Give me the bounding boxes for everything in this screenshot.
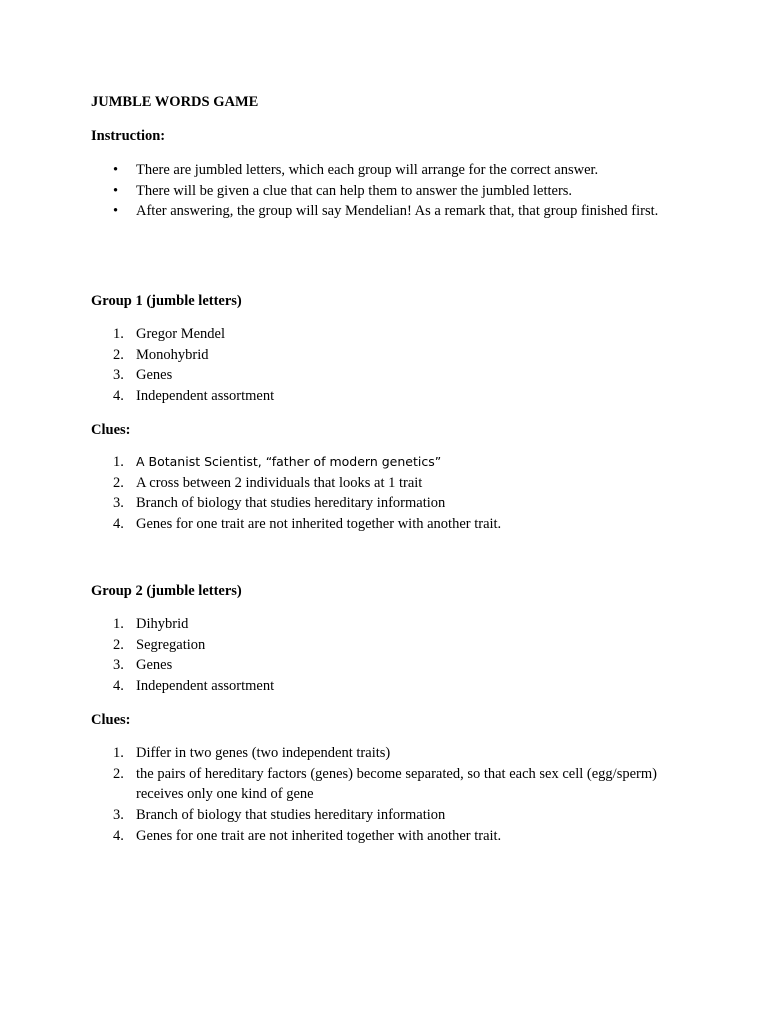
list-item: 1. Differ in two genes (two independent traits) <box>113 745 391 761</box>
list-item: 4. Genes for one trait are not inherited together with another trait. <box>113 516 502 533</box>
bullet-icon: • <box>113 203 119 220</box>
list-item <box>91 160 696 181</box>
list-item: 4. Genes for one trait are not inherited together with another trait. <box>113 827 502 844</box>
list-item-text: After answering, the group will say Mendelian! As a remark that, that group finished first. <box>136 203 659 220</box>
page-title: JUMBLE WORDS GAME <box>91 94 259 110</box>
list-item-text: Genes <box>136 657 173 674</box>
instruction-heading: Instruction: <box>91 128 166 144</box>
list-item-text: A cross between 2 individuals that looks at 1 trait <box>136 474 423 491</box>
list-item: 1. A Botanist Scientist, “father of modern genetics” <box>113 454 442 470</box>
list-item-text: Independent assortment <box>136 678 275 695</box>
bullet-icon: • <box>113 182 119 199</box>
list-item-text: There are jumbled letters, which each group will arrange for the correct answer. <box>136 162 599 178</box>
list-item-text: Branch of biology that studies hereditary information <box>136 807 446 824</box>
group-2-clues-heading: Clues: <box>91 712 131 728</box>
list-item-text: the pairs of hereditary factors (genes) become separated, so that each sex cell (egg/sperm) receives only one kind of gene <box>136 765 657 803</box>
list-item: 4. Independent assortment <box>113 388 275 405</box>
list-item: 2. A cross between 2 individuals that looks at 1 trait <box>113 474 423 491</box>
group-1-clue-list <box>91 452 696 535</box>
list-item-text: Branch of biology that studies hereditary information <box>136 495 446 512</box>
list-item: 2. Segregation <box>113 636 206 653</box>
list-item-text: Genes for one trait are not inherited together with another trait. <box>136 827 502 844</box>
list-item: 3. Branch of biology that studies hereditary information <box>113 495 446 512</box>
list-item-text: Dihybrid <box>136 616 189 632</box>
list-item-text: Independent assortment <box>136 388 275 405</box>
group-2-clue-list <box>91 743 696 847</box>
bullet-icon: • <box>113 162 119 178</box>
group-1-word-list <box>91 324 696 407</box>
list-item-text: Gregor Mendel <box>136 326 225 342</box>
list-item-text: There will be given a clue that can help them to answer the jumbled letters. <box>136 182 573 199</box>
list-item: 3. Genes <box>113 657 173 674</box>
group-1-heading: Group 1 (jumble letters) <box>91 293 242 309</box>
list-item: 3. Genes <box>113 367 173 384</box>
group-2-heading: Group 2 (jumble letters) <box>91 583 242 599</box>
group-2-word-list <box>91 614 696 697</box>
group-1-clues-heading: Clues: <box>91 422 131 438</box>
list-item <box>91 201 696 222</box>
list-item-text: A Botanist Scientist, “father of modern genetics” <box>136 454 442 469</box>
list-item: 4. Independent assortment <box>113 678 275 695</box>
list-item-text: Genes <box>136 367 173 384</box>
list-item-text: Segregation <box>136 636 206 653</box>
list-item: 2. the pairs of hereditary factors (genes) become separated, so that each sex cell (egg/sperm) receives only one kind of gene <box>113 765 657 803</box>
list-item: 2. Monohybrid <box>113 346 209 363</box>
list-item-text: Monohybrid <box>136 346 209 363</box>
list-item-text: Differ in two genes (two independent traits) <box>136 745 391 761</box>
list-item: 1. Gregor Mendel <box>113 326 225 342</box>
list-item: 1. Dihybrid <box>113 616 189 632</box>
instruction-list <box>91 160 696 222</box>
list-item: 3. Branch of biology that studies hereditary information <box>113 807 446 824</box>
list-item-text: Genes for one trait are not inherited together with another trait. <box>136 516 502 533</box>
list-item <box>91 181 696 202</box>
